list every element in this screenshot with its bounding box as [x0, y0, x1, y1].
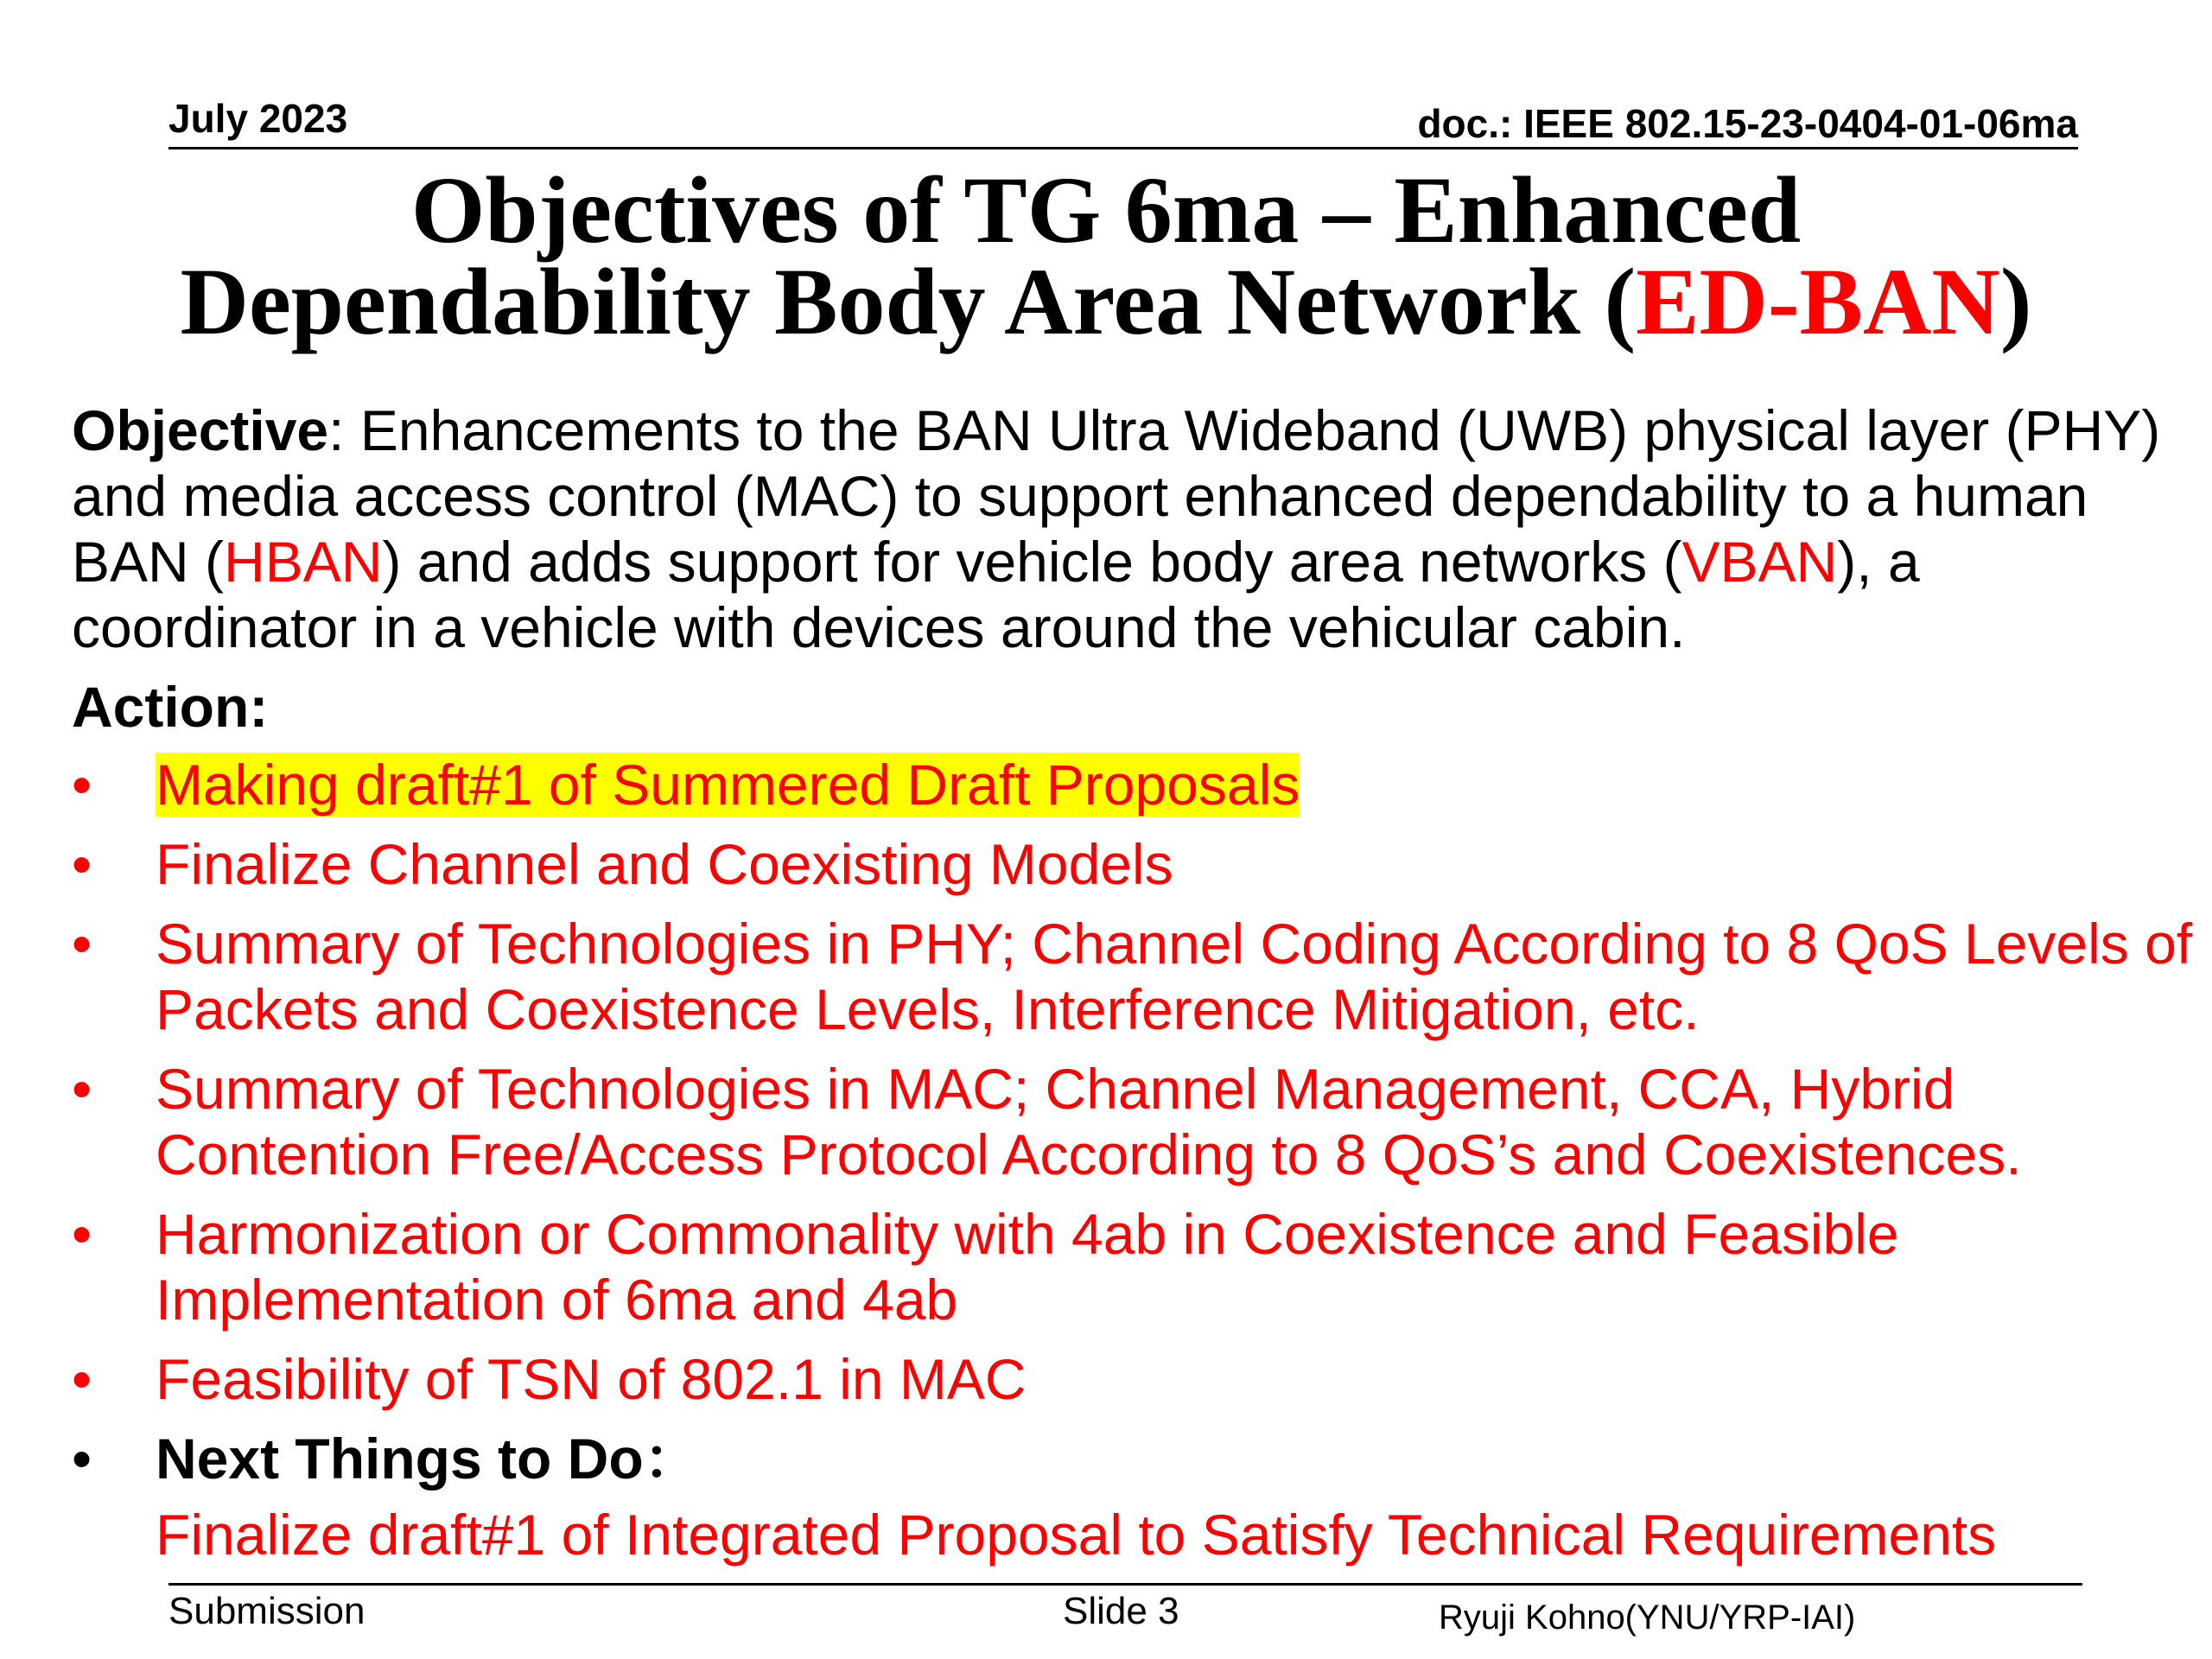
title-line-2 [0, 249, 2212, 354]
bullet-item [72, 911, 2197, 1042]
bullet-text: Feasibility of TSN of 802.1 in MAC [156, 1347, 1027, 1411]
bullet-dot: • [72, 1202, 92, 1266]
title-acronym: ED-BAN [1636, 249, 2000, 354]
header-date: July 2023 [168, 96, 348, 141]
footer-divider [168, 1583, 2082, 1586]
bullet-item [72, 752, 2197, 817]
header-divider [168, 147, 2078, 149]
bullet-item [72, 1201, 2197, 1332]
bullet-dot: • [72, 832, 92, 896]
next-things-body: Finalize draft#1 of Integrated Proposal to Satisfy Technical Requirements [156, 1503, 1997, 1567]
bullet-dot: • [72, 1427, 92, 1491]
title-line-2-prefix: Dependability Body Area Network ( [180, 249, 1637, 354]
footer-submission: Submission [168, 1590, 365, 1632]
hban-term: HBAN [224, 530, 383, 594]
objective-text-1: : Enhancements to the BAN Ultra Wideband (UWB) physical layer (PHY) and media access control (MAC) to support enhanced dependability to a human BAN ( [72, 398, 2161, 594]
footer-author: Ryuji Kohno(YNU/YRP-IAI) [1439, 1599, 1856, 1637]
slide-title [0, 157, 2212, 354]
bullet-item [72, 1056, 2197, 1187]
bullet-dot: • [72, 1057, 92, 1121]
next-things-colon: ： [643, 1427, 701, 1491]
bullet-dot: • [72, 753, 92, 817]
bullet-text: Summary of Technologies in MAC; Channel Management, CCA, Hybrid Contention Free/Access Protocol According to 8 QoS’s and Coexistences. [156, 1057, 2022, 1186]
objective-text-2: ) and adds support for vehicle body area networks ( [382, 530, 1682, 594]
objective-text-3: ), a coordinator in a vehicle with devices around the vehicular cabin. [72, 530, 1920, 659]
bullet-text: Summary of Technologies in PHY; Channel Coding According to 8 QoS Levels of Packets and Coexistence Levels, Interference Mitigation, etc. [156, 912, 2193, 1041]
action-heading: Action: [72, 675, 269, 739]
title-line-1: Objectives of TG 6ma – Enhanced [410, 157, 1802, 263]
bullet-text: Harmonization or Commonality with 4ab in Coexistence and Feasible Implementation of 6ma and 4ab [156, 1202, 1899, 1332]
bullet-item [72, 831, 2197, 897]
bullet-item [72, 1346, 2197, 1412]
bullet-dot: • [72, 1347, 92, 1411]
bullet-text: Finalize Channel and Coexisting Models [156, 832, 1173, 896]
action-bullet-list [72, 752, 2197, 1581]
objective-paragraph [72, 397, 2180, 660]
objective-label: Objective [72, 398, 329, 462]
footer-slide-number: Slide 3 [1063, 1590, 1179, 1632]
next-things-title: Next Things to Do [156, 1427, 644, 1491]
bullet-dot: • [72, 912, 92, 976]
title-line-2-suffix: ) [1999, 249, 2032, 354]
bullet-item-next [72, 1426, 2197, 1567]
header-doc-id: doc.: IEEE 802.15-23-0404-01-06ma [1417, 101, 2078, 146]
vban-term: VBAN [1681, 530, 1838, 594]
bullet-text-highlighted: Making draft#1 of Summered Draft Proposals [156, 753, 1300, 817]
